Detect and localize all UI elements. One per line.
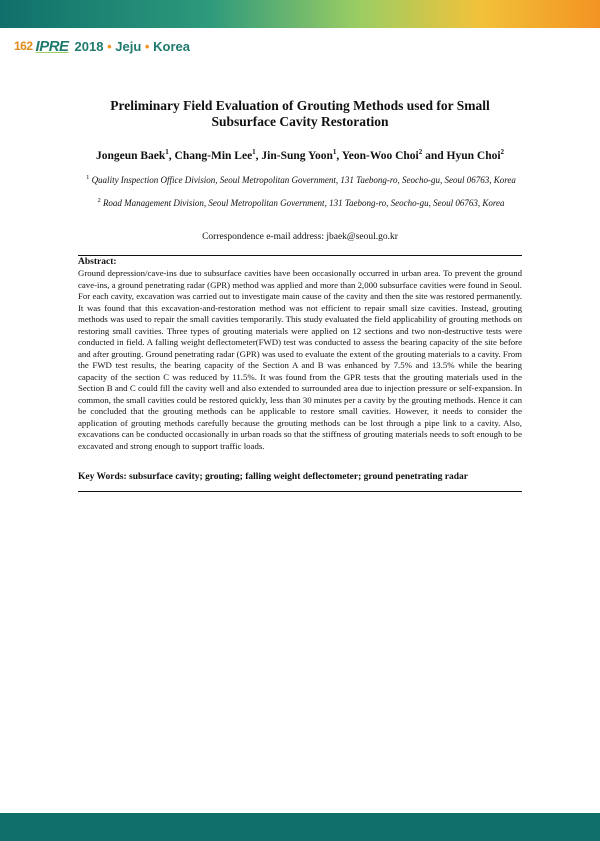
abstract-body: Ground depression/cave-ins due to subsurface cavities have been occasionally occurred in urban area. To prevent the ground cave-ins, a ground penetrating radar (GPR) method was applied and more than 2,000 subsurface cavities were found in Seoul. For each cavity, excavation was carried out to investigate main cause of the cavity and then the site was restored permanently. It was found that this excavation-and-restoration method was not efficient to repair small size cavities. Instead, grouting methods was used to repair the small cavities temporarily. This study evaluated the field applicability of grouting methods on restoring small cavities. Three types of grouting materials were applied on 12 sections and two non-destructive tests were conducted in field. A falling weight deflectometer(FWD) test was conducted to assess the bearing capacity of the site before and after grouting. Ground penetrating radar (GPR) was used to evaluate the extent of the grouting materials to a cavity. From the FWD test results, the bearing capacity of the Section A and B was enhanced by 7.5% and 13.5% while the bearing capacity of the section C was reduced by 11.5%. It was found from the GPR tests that the grouting materials used in the Section B and C could fill the cavity well and also extended to surrounded area due to injection pressure or self-expansion. In common, the small cavities could be restored quickly, less than 30 minutes per a cavity by the grouting methods. Hence it can be concluded that the grouting methods can be applicable to restore small cavities. However, it needs to consider the application of grouting methods carefully because the grouting methods can be lost through a pipe link to a cavity. Also, excavations can be conducted occasionally in urban roads so that the stiffness of grouting materials needs to soft enough to be excavated and strong enough to support traffic loads. [78, 268, 522, 451]
author-name: Jin-Sung Yoon [261, 149, 333, 162]
separator-dot: • [144, 38, 150, 54]
author-separator: , [255, 149, 262, 162]
abstract-heading: Abstract: [78, 257, 117, 267]
author-affiliation-mark: 2 [418, 148, 423, 156]
author-name: Chang-Min Lee [174, 149, 253, 162]
author-list [40, 148, 560, 162]
affiliation-mark: 2 [97, 197, 101, 204]
author-separator: , [168, 149, 175, 162]
paper-title-line: Subsurface Cavity Restoration [211, 114, 389, 129]
separator-dot: • [107, 38, 112, 54]
affiliation-text: Quality Inspection Office Division, Seoul Metropolitan Government, 131 Taebong-ro, Seocho-gu, Seoul 06763, Korea [91, 175, 516, 185]
conference-name [75, 39, 190, 54]
author-affiliation-mark: 1 [252, 148, 256, 156]
author-affiliation-mark: 1 [332, 148, 337, 156]
divider [78, 491, 522, 492]
author-affiliation-mark: 1 [165, 148, 169, 156]
author-affiliation-mark: 2 [500, 148, 505, 156]
affiliation-text: Road Management Division, Seoul Metropolitan Government, 131 Taebong-ro, Seocho-gu, Seoul 06763, Korea [102, 198, 505, 208]
affiliation-mark: 1 [86, 174, 90, 181]
divider [78, 255, 522, 256]
affiliation-1 [76, 172, 526, 187]
author-separator: and [422, 149, 447, 162]
correspondence-email: Correspondence e-mail address: jbaek@seoul.go.kr [202, 232, 398, 242]
author-separator: , [336, 149, 342, 162]
conference-logo-mark [14, 38, 69, 55]
header-color-band [0, 0, 600, 28]
conference-year: 2018 [74, 38, 104, 54]
conference-logo [14, 35, 190, 57]
paper-title [60, 98, 540, 130]
logo-number: 162 [14, 39, 33, 53]
author-name: Yeon-Woo Choi [341, 149, 419, 162]
footer-color-band [0, 813, 600, 841]
affiliation-2 [76, 195, 526, 210]
conference-country: Korea [153, 38, 190, 54]
logo-letters: IPRE [35, 37, 69, 55]
author-name: Hyun Choi [446, 149, 501, 162]
paper-title-line: Preliminary Field Evaluation of Grouting Methods used for Small [110, 98, 490, 113]
keywords: Key Words: subsurface cavity; grouting; falling weight deflectometer; ground penetrating radar [78, 472, 468, 482]
conference-city: Jeju [115, 38, 142, 54]
author-name: Jongeun Baek [95, 149, 166, 162]
